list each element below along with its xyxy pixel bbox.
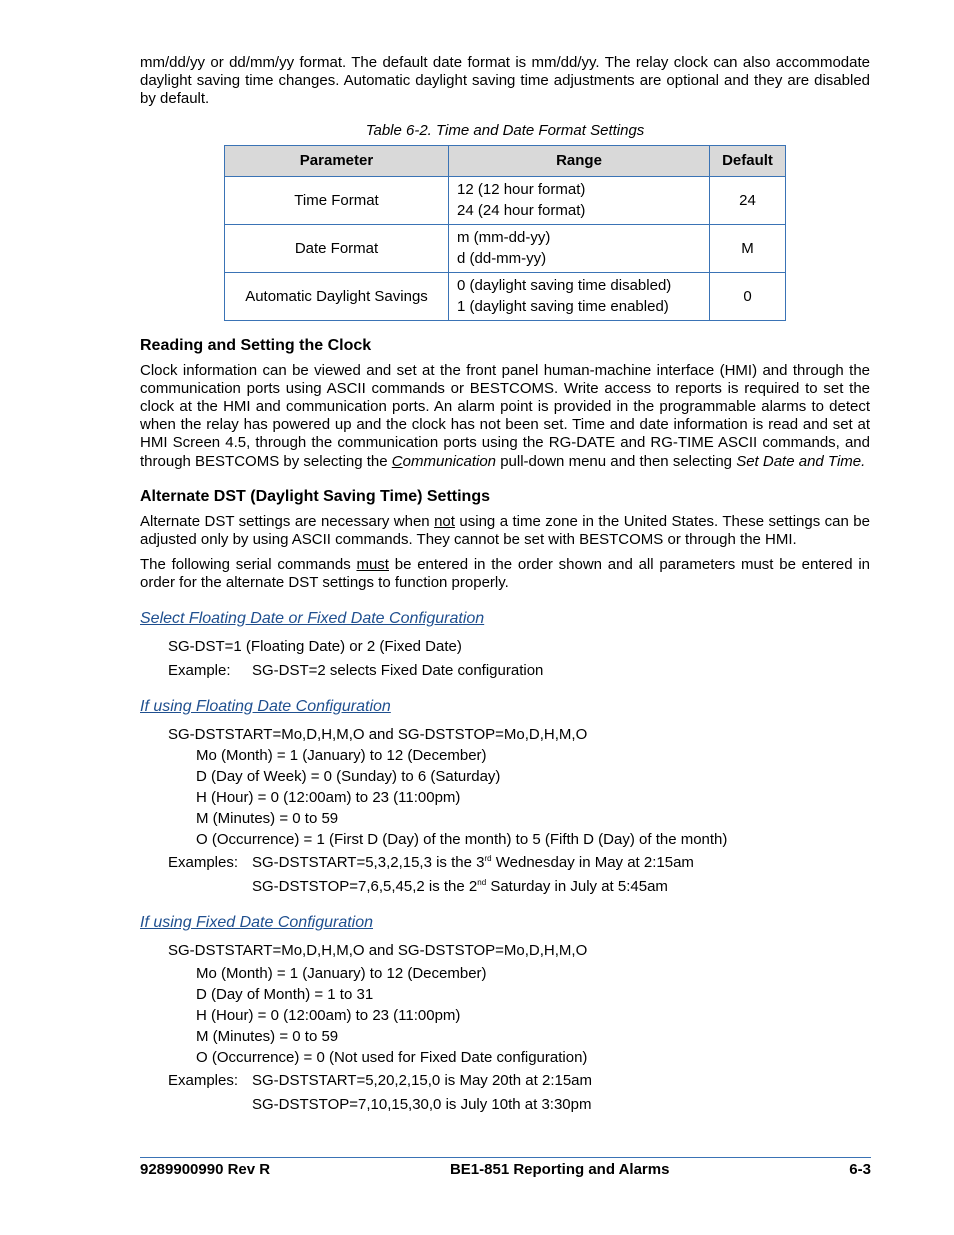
default-cell: M xyxy=(710,224,786,272)
fixed-example-1: SG-DSTSTART=5,20,2,15,0 is May 20th at 2:15am xyxy=(252,1071,593,1089)
parameter-cell: Time Format xyxy=(225,176,449,224)
floating-command: SG-DSTSTART=Mo,D,H,M,O and SG-DSTSTOP=Mo,D,H,M,O xyxy=(168,725,588,743)
fixed-params-list xyxy=(196,963,870,1068)
dst-p2-emphasis: must xyxy=(356,556,389,574)
clock-paragraph xyxy=(140,362,870,471)
examples-row xyxy=(168,1070,870,1091)
clock-text-middle: pull-down menu and then selecting xyxy=(496,452,737,470)
dst-p1-text-end: using a time zone in the United States. These settings can be adjusted only by using ASCII commands. They cannot be set with BESTCOMS or through the HMI. xyxy=(140,512,870,549)
ordinal-suffix: nd xyxy=(477,877,487,887)
dst-p1-emphasis: not xyxy=(434,512,455,530)
range-line: 24 (24 hour format) xyxy=(457,202,586,220)
range-line: d (dd-mm-yy) xyxy=(457,250,547,268)
range-line: 0 (daylight saving time disabled) xyxy=(457,277,672,295)
param-item: Mo (Month) = 1 (January) to 12 (December) xyxy=(196,964,487,982)
table-row xyxy=(225,176,786,224)
footer-doc-number: 9289900990 Rev R xyxy=(140,1161,271,1178)
dst-paragraph-1 xyxy=(140,513,870,549)
param-item: M (Minutes) = 0 to 59 xyxy=(196,1027,339,1045)
param-item: M (Minutes) = 0 to 59 xyxy=(196,809,339,827)
range-cell xyxy=(449,176,710,224)
floating-example-1 xyxy=(252,852,694,873)
range-line: m (mm-dd-yy) xyxy=(457,229,551,247)
table-header-row xyxy=(225,145,786,176)
menu-accelerator-letter: C xyxy=(391,452,403,470)
subheading-floating-config: If using Floating Date Configuration xyxy=(140,697,391,715)
example-text-end: Wednesday in May at 2:15am xyxy=(491,853,694,871)
parameter-cell: Date Format xyxy=(225,224,449,272)
example-text: SG-DSTSTOP=7,6,5,45,2 is the 2 xyxy=(252,877,478,895)
example-row xyxy=(168,660,870,681)
table-caption: Table 6-2. Time and Date Format Settings xyxy=(365,121,645,139)
example-label: Example: xyxy=(168,661,231,679)
document-page xyxy=(140,54,870,1115)
dst-paragraph-2 xyxy=(140,556,870,592)
footer-page-number: 6-3 xyxy=(849,1161,871,1178)
fixed-example-2: SG-DSTSTOP=7,10,15,30,0 is July 10th at 3:30pm xyxy=(252,1095,592,1113)
section-heading-dst: Alternate DST (Daylight Saving Time) Settings xyxy=(140,487,490,505)
examples-label: Examples: xyxy=(168,1071,239,1089)
dst-p2-text-end: be entered in the order shown and all parameters must be entered in order for the alternate DST settings to function properly. xyxy=(140,556,870,592)
param-item: O (Occurrence) = 0 (Not used for Fixed Date configuration) xyxy=(196,1048,588,1066)
range-cell xyxy=(449,224,710,272)
column-header-parameter: Parameter xyxy=(225,145,449,176)
column-header-range: Range xyxy=(449,145,710,176)
dst-p1-text: Alternate DST settings are necessary when xyxy=(140,512,435,530)
range-line: 12 (12 hour format) xyxy=(457,181,586,199)
subheading-select-config: Select Floating Date or Fixed Date Configuration xyxy=(140,609,485,627)
clock-text: Clock information can be viewed and set at the front panel human-machine interface (HMI) and through the communication ports using ASCII commands or BESTCOMS. Write access to reports is required to set the clock at the HMI and communication ports. An alarm point is provided in the programmable alarms to detect when the relay has powered up and the clock has not been set. Time and date information is read and set at HMI Screen 4.5, through the communication ports using the RG-DATE and RG-TIME ASCII commands, and through BESTCOMS by selecting the xyxy=(140,361,870,470)
examples-row xyxy=(168,852,870,873)
footer-title: BE1-851 Reporting and Alarms xyxy=(449,1161,670,1178)
default-cell: 0 xyxy=(710,272,786,320)
menu-name-rest: ommunication xyxy=(402,452,497,470)
param-item: D (Day of Week) = 0 (Sunday) to 6 (Saturday) xyxy=(196,767,501,785)
section-heading-clock: Reading and Setting the Clock xyxy=(140,336,372,354)
range-cell xyxy=(449,272,710,320)
fixed-command: SG-DSTSTART=Mo,D,H,M,O and SG-DSTSTOP=Mo,D,H,M,O xyxy=(168,941,588,959)
default-cell: 24 xyxy=(710,176,786,224)
example-text-end: Saturday in July at 5:45am xyxy=(486,877,668,895)
param-item: H (Hour) = 0 (12:00am) to 23 (11:00pm) xyxy=(196,1006,461,1024)
example-text: SG-DST=2 selects Fixed Date configuration xyxy=(252,661,544,679)
param-item: O (Occurrence) = 1 (First D (Day) of the month) to 5 (Fifth D (Day) of the month) xyxy=(196,830,728,848)
column-header-default: Default xyxy=(710,145,786,176)
dst-command: SG-DST=1 (Floating Date) or 2 (Fixed Date) xyxy=(168,637,462,655)
set-date-time-text: Set Date and Time. xyxy=(736,452,866,470)
example-text: SG-DSTSTART=5,3,2,15,3 is the 3 xyxy=(252,853,485,871)
time-date-format-table xyxy=(224,145,786,321)
ordinal-suffix: rd xyxy=(484,853,492,863)
param-item: D (Day of Month) = 1 to 31 xyxy=(196,985,374,1003)
table-row xyxy=(225,224,786,272)
table-row xyxy=(225,272,786,320)
parameter-cell: Automatic Daylight Savings xyxy=(225,272,449,320)
intro-paragraph: mm/dd/yy or dd/mm/yy format. The default date format is mm/dd/yy. The relay clock can also accommodate daylight saving time changes. Automatic daylight saving time adjustments are optional and they are disabled by default. xyxy=(140,54,870,108)
dst-p2-text: The following serial commands xyxy=(140,556,357,574)
param-item: H (Hour) = 0 (12:00am) to 23 (11:00pm) xyxy=(196,788,461,806)
range-line: 1 (daylight saving time enabled) xyxy=(457,298,669,316)
floating-example-2 xyxy=(252,876,870,897)
examples-label: Examples: xyxy=(168,853,239,871)
page-footer xyxy=(140,1157,871,1179)
subheading-fixed-config: If using Fixed Date Configuration xyxy=(140,913,374,931)
floating-params-list xyxy=(196,745,870,850)
communication-menu-text xyxy=(392,453,496,470)
param-item: Mo (Month) = 1 (January) to 12 (December) xyxy=(196,746,487,764)
